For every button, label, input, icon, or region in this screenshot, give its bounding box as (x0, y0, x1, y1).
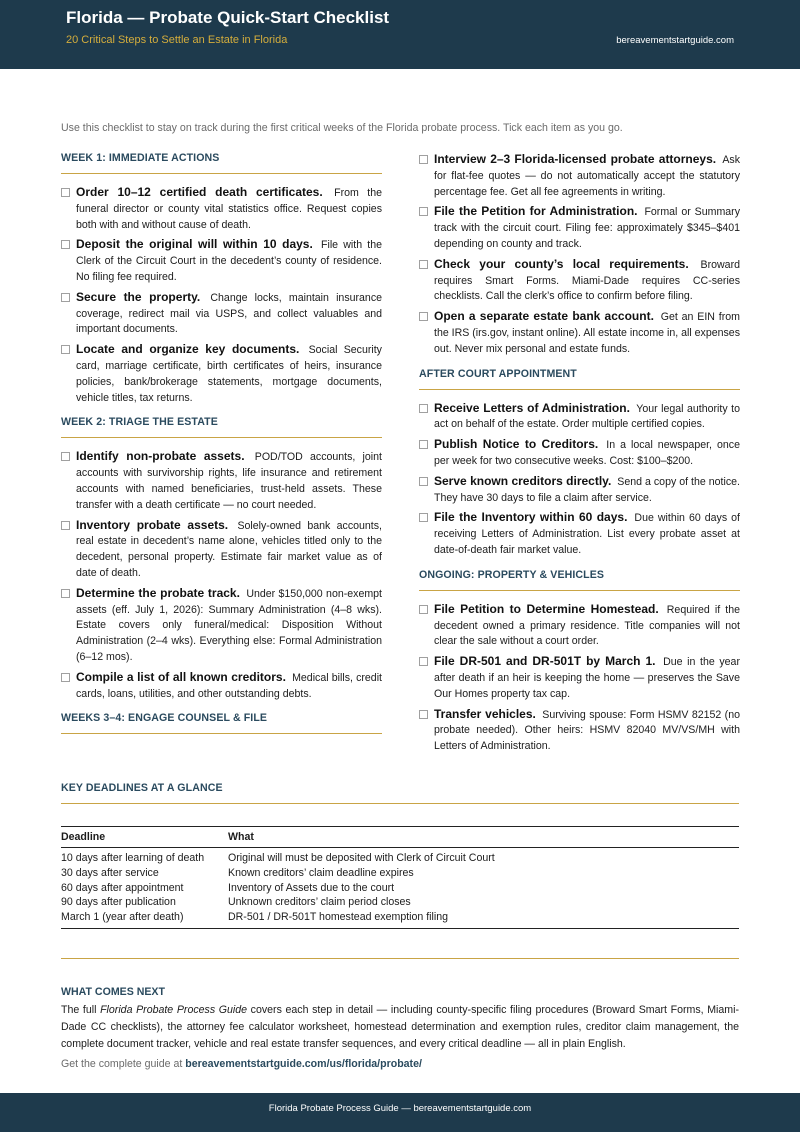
checklist-item-text (76, 518, 382, 582)
checklist-item-text (76, 586, 382, 666)
page-subtitle: 20 Critical Steps to Settle an Estate in Florida (66, 34, 288, 46)
checkbox[interactable] (419, 513, 428, 522)
checklist-item-text (434, 257, 740, 305)
checkbox[interactable] (419, 312, 428, 321)
page-header (0, 0, 800, 69)
section-weeks34 (419, 152, 740, 358)
checklist-item-text (434, 602, 740, 650)
next-text-pre: The full (61, 1004, 101, 1016)
checklist-item-title: Deposit the original will within 10 days. (76, 237, 313, 252)
checklist-item-title: File the Inventory within 60 days. (434, 510, 628, 525)
section-title: WHAT COMES NEXT (61, 986, 165, 998)
checkbox[interactable] (419, 605, 428, 614)
checklist-item-title: Receive Letters of Administration. (434, 400, 630, 415)
table-body (61, 848, 739, 929)
checklist-item-title: Publish Notice to Creditors. (434, 437, 599, 452)
deadlines-table (61, 826, 739, 929)
checklist-item-title: Serve known creditors directly. (434, 473, 612, 488)
what-cell: Original will must be deposited with Clerk of Circuit Court (228, 852, 495, 864)
checklist-item-detail: Broward requires Smart Forms. Miami-Dade requires CC-series checklists. Call the clerk’s office to confirm before filing. (434, 258, 740, 303)
checklist-item-detail: From the funeral director or county vital statistics office. Request copies both with and without cause of death. (76, 187, 383, 231)
checklist-item-detail: Ask for flat-fee quotes — do not automatically accept the statutory percentage fee. Get all fee agreements in writing. (434, 154, 740, 198)
checkbox[interactable] (419, 440, 428, 449)
page-footer (0, 1093, 800, 1132)
what-cell: Unknown creditors’ claim period closes (228, 896, 411, 909)
guide-link-line (61, 1058, 739, 1070)
section-after-court (419, 368, 740, 559)
checklist-item-detail: File with the Clerk of the Circuit Court in the decedent’s county of residence. No filing fee required. (76, 239, 382, 283)
checklist-item-detail: Formal or Summary track with the circuit court. Filing fee: approximately $345–$401 depending on county and track. (434, 206, 740, 250)
checklist-item (419, 257, 740, 305)
checklist-item (419, 401, 740, 434)
checklist-item-title: Identify non-probate assets. (76, 449, 245, 464)
checklist-item-detail: In a local newspaper, once per week for two consecutive weeks. Cost: $100–$200. (434, 439, 740, 467)
checkbox[interactable] (419, 477, 428, 486)
checklist-item-detail: Due in the year after death if an heir is keeping the home — preserves the Save Our Homes property tax cap. (434, 656, 740, 700)
deadline-cell: 90 days after publication (61, 896, 176, 909)
table-row (61, 910, 739, 928)
checkbox[interactable] (419, 260, 428, 269)
checkbox[interactable] (61, 589, 70, 598)
checklist-item-title: Compile a list of all known creditors. (76, 669, 286, 684)
checklist-item-text (76, 342, 382, 406)
checkbox[interactable] (419, 657, 428, 666)
checklist-item-title: Secure the property. (76, 289, 201, 304)
checklist-item (61, 586, 382, 666)
checklist-item-text (434, 510, 740, 558)
link-prefix: Get the complete guide at (61, 1058, 186, 1070)
checklist-item (419, 152, 740, 200)
left-column (61, 152, 382, 745)
checklist-item-title: Locate and organize key documents. (76, 342, 300, 357)
checklist-item-text (434, 654, 740, 702)
checkbox[interactable] (61, 345, 70, 354)
checklist-item-detail: Your legal authority to act on behalf of the estate. Order multiple certified copies. (434, 402, 740, 431)
header-site-link[interactable]: bereavementstartguide.com (616, 35, 734, 46)
section-title: WEEK 1: IMMEDIATE ACTIONS (61, 152, 382, 174)
intro-text: Use this checklist to stay on track during the first critical weeks of the Florida probate process. Tick each item as you go. (61, 122, 623, 134)
table-row (61, 881, 739, 896)
checklist-item (61, 185, 382, 233)
checklist-item (419, 474, 740, 507)
table-header-row (61, 827, 739, 848)
what-comes-next-section (61, 986, 739, 1070)
checklist-item-title: Interview 2–3 Florida-licensed probate attorneys. (434, 152, 717, 166)
checklist-item-text (434, 401, 740, 434)
checkbox[interactable] (61, 188, 70, 197)
checklist-item (61, 518, 382, 582)
checklist-item (61, 237, 382, 285)
checklist-item-text (434, 309, 740, 357)
checkbox[interactable] (419, 710, 428, 719)
checkbox[interactable] (419, 404, 428, 413)
checklist (419, 401, 740, 559)
checklist-item-title: Determine the probate track. (76, 585, 240, 600)
checklist-item-detail: Due within 60 days of receiving Letters of Administration. List every probate asset at date-of-death fair market value. (434, 512, 740, 556)
checklist-item-title: File the Petition for Administration. (434, 204, 638, 219)
guide-title: Florida Probate Process Guide (100, 1004, 248, 1016)
checklist-item-title: Inventory probate assets. (76, 517, 229, 532)
checkbox[interactable] (419, 207, 428, 216)
section-weeks34-heading (61, 712, 382, 734)
checklist-item-title: File DR-501 and DR-501T by March 1. (434, 654, 656, 669)
section-divider (61, 958, 739, 959)
checklist-item-detail: POD/TOD accounts, joint accounts with survivorship rights, life insurance and retirement accounts with named beneficiaries, trust-held assets. These transfer with a death certificate — no court needed. (76, 451, 382, 511)
checkbox[interactable] (61, 673, 70, 682)
section-title: WEEKS 3–4: ENGAGE COUNSEL & FILE (61, 712, 382, 734)
checklist-item (61, 449, 382, 513)
deadline-cell: 60 days after appointment (61, 881, 184, 894)
checklist (419, 602, 740, 755)
checklist (61, 185, 382, 406)
deadline-cell: 30 days after service (61, 866, 159, 879)
checklist-item (419, 309, 740, 357)
what-cell: Inventory of Assets due to the court (228, 881, 395, 894)
checkbox[interactable] (419, 155, 428, 164)
checklist-item-detail: Surviving spouse: Form HSMV 82152 (no probate needed). Other heirs: HSMV 82040 MV/VS/MH with Letters of Administration. (434, 708, 740, 753)
checklist-item (61, 670, 382, 703)
checklist-item (61, 290, 382, 338)
checklist-item-text (434, 204, 740, 252)
checklist-item-text (76, 449, 382, 513)
checklist-item-detail: Solely-owned bank accounts, real estate in decedent’s name alone, vehicles titled only to the decedent, personal property. Estimate fair market value as of date of death. (76, 519, 382, 579)
checklist-item-text (76, 290, 382, 338)
footer-text: Florida Probate Process Guide — bereavementstartguide.com (268, 1103, 532, 1114)
checklist-item-text (434, 474, 740, 507)
checkbox[interactable] (61, 452, 70, 461)
checklist-item-detail: Social Security card, marriage certificate, birth certificates of heirs, insurance policies, bank/brokerage statements, mortgage documents, vehicle titles, tax returns. (76, 344, 382, 404)
checklist-item-detail: Required if the decedent owned a primary residence. Title companies will not clear the sale without a court order. (434, 603, 740, 648)
page-title: Florida — Probate Quick-Start Checklist (66, 8, 390, 27)
table-row (61, 895, 739, 910)
checkbox[interactable] (61, 240, 70, 249)
section-title: KEY DEADLINES AT A GLANCE (61, 782, 739, 804)
section-title: ONGOING: PROPERTY & VEHICLES (419, 569, 740, 591)
checklist-item-title: Order 10–12 certified death certificates. (76, 185, 323, 199)
checklist-item-text (434, 707, 740, 755)
checkbox[interactable] (61, 293, 70, 302)
section-title: WEEK 2: TRIAGE THE ESTATE (61, 416, 382, 438)
what-cell: Known creditors’ claim deadline expires (228, 866, 414, 879)
guide-link[interactable]: bereavementstartguide.com/us/florida/probate/ (185, 1058, 422, 1070)
checklist-item-detail: Get an EIN from the IRS (irs.gov, instant online). All estate income in, all expenses out. Never mix personal and estate funds. (434, 311, 740, 355)
section-week1 (61, 152, 382, 406)
checkbox[interactable] (61, 521, 70, 530)
checklist-item-detail: Medical bills, credit cards, loans, utilities, and other outstanding debts. (76, 671, 382, 700)
checklist-item (419, 654, 740, 702)
checklist-item-text (434, 437, 740, 470)
checklist-item (419, 437, 740, 470)
checklist-item-title: Check your county’s local requirements. (434, 256, 689, 271)
checklist (419, 152, 740, 358)
checklist-item-detail: Change locks, maintain insurance coverage, redirect mail via USPS, and collect valuables and important documents. (76, 291, 383, 336)
checklist-item-title: File Petition to Determine Homestead. (434, 601, 659, 616)
checklist-item (419, 510, 740, 558)
checklist-item (61, 342, 382, 406)
column-header-deadline: Deadline (61, 827, 228, 848)
next-text-post: covers each step in detail — including county-specific filing procedures (Broward Smart Forms, Miami-Dade CC checklists), the attorney fee calculator worksheet, homestead determination and exemption rules, creditor claim management, the complete document tracker, vehicle and real estate transfer sequences, and every critical deadline — all in plain English. (61, 1004, 739, 1050)
checklist-item-detail: Send a copy of the notice. They have 30 days to file a claim after service. (434, 475, 740, 504)
next-paragraph (61, 1002, 739, 1053)
table-row (61, 866, 739, 881)
table-row (61, 848, 739, 866)
checklist-item-text (76, 237, 382, 285)
what-cell: DR-501 / DR-501T homestead exemption filing (228, 911, 449, 924)
section-week2 (61, 416, 382, 702)
section-title: AFTER COURT APPOINTMENT (419, 368, 740, 390)
checklist-item-title: Open a separate estate bank account. (434, 309, 654, 324)
section-ongoing (419, 569, 740, 755)
checklist-item-title: Transfer vehicles. (434, 706, 536, 721)
right-column (419, 152, 740, 765)
checklist-item-text (434, 152, 740, 200)
deadline-cell: 10 days after learning of death (61, 852, 205, 864)
checklist-item (419, 204, 740, 252)
checklist-item (419, 602, 740, 650)
checklist-item (419, 707, 740, 755)
checklist (61, 449, 382, 702)
checklist-item-text (76, 185, 382, 233)
column-header-what: What (228, 827, 739, 848)
checklist-item-detail: Under $150,000 non-exempt assets (eff. July 1, 2026): Summary Administration (4–8 wks). Estate covers only funeral/medical: Disposition Without Administration (2–4 wks). Everything else: Formal Administration (6–12 mos). (76, 587, 382, 663)
deadline-cell: March 1 (year after death) (61, 911, 184, 924)
deadlines-section (61, 782, 739, 929)
checklist-item-text (76, 670, 382, 703)
